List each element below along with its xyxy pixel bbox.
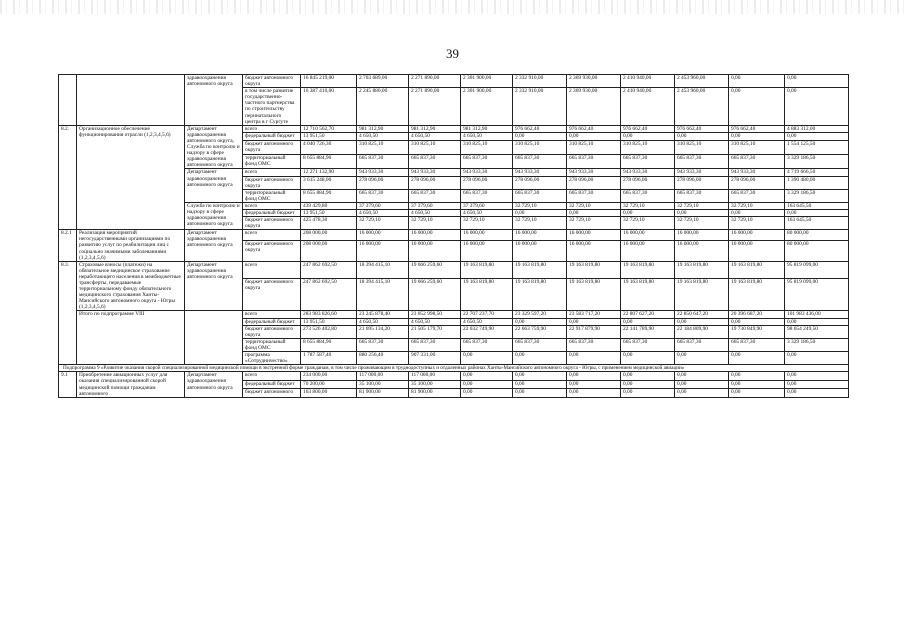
amount-cell: 163 800,00 <box>301 389 357 397</box>
row-number-cell: 8.2.1 <box>59 230 77 261</box>
amount-cell: 23 052 998,50 <box>409 311 461 318</box>
measure-name-cell <box>77 75 185 126</box>
funding-source-cell: бюджет автономного округа <box>243 141 301 155</box>
amount-cell: 0,00 <box>567 209 621 216</box>
amount-cell: 0,00 <box>785 318 849 325</box>
amount-cell: 0,00 <box>729 389 785 397</box>
amount-cell: 310 825,10 <box>729 141 785 155</box>
amount-cell: 19 163 819,80 <box>729 279 785 311</box>
amount-cell: 943 933,30 <box>357 169 409 176</box>
table-row <box>59 261 849 278</box>
amount-cell: 310 825,10 <box>409 141 461 155</box>
amount-cell: 0,00 <box>785 389 849 397</box>
amount-cell: 16 000,00 <box>729 230 785 241</box>
amount-cell: 0,00 <box>675 389 729 397</box>
table-row <box>59 75 849 88</box>
amount-cell: 665 837,30 <box>675 189 729 202</box>
amount-cell: 278 096,00 <box>621 176 675 189</box>
amount-cell: 19 163 819,80 <box>461 279 513 311</box>
amount-cell: 19 730 849,90 <box>729 325 785 338</box>
amount-cell: 22 141 789,90 <box>621 325 675 338</box>
amount-cell: 981 312,90 <box>461 125 513 133</box>
amount-cell: 4 883 312,00 <box>785 125 849 133</box>
amount-cell: 32 729,10 <box>567 202 621 209</box>
funding-source-cell: всего <box>243 261 301 278</box>
amount-cell: 4 650,50 <box>357 318 409 325</box>
amount-cell: 16 000,00 <box>729 241 785 261</box>
amount-cell: 665 837,30 <box>513 189 567 202</box>
amount-cell: 981 312,90 <box>357 125 409 133</box>
amount-cell: 0,00 <box>729 352 785 365</box>
amount-cell: 0,00 <box>513 133 567 141</box>
amount-cell: 4 650,50 <box>409 209 461 216</box>
amount-cell: 16 000,00 <box>409 241 461 261</box>
amount-cell: 976 662,40 <box>567 125 621 133</box>
amount-cell: 665 837,30 <box>461 189 513 202</box>
amount-cell: 0,00 <box>785 209 849 216</box>
amount-cell: 95 819 099,00 <box>785 261 849 278</box>
amount-cell: 4 719 666,50 <box>785 169 849 176</box>
row-number-cell <box>59 75 77 126</box>
funding-source-cell: федеральный бюджет <box>243 209 301 216</box>
amount-cell: 1 554 125,50 <box>785 141 849 155</box>
amount-cell: 16 000,00 <box>567 241 621 261</box>
amount-cell: 23 583 717,20 <box>567 311 621 318</box>
amount-cell: 13 951,50 <box>301 318 357 325</box>
amount-cell: 665 837,30 <box>675 338 729 351</box>
table-row <box>59 372 849 380</box>
funding-source-cell: всего <box>243 202 301 209</box>
amount-cell: 3 329 186,50 <box>785 338 849 351</box>
amount-cell: 2 245 880,00 <box>357 88 409 126</box>
amount-cell: 273 526 402,80 <box>301 325 357 338</box>
amount-cell: 16 000,00 <box>409 230 461 241</box>
amount-cell: 0,00 <box>621 209 675 216</box>
amount-cell: 0,00 <box>621 352 675 365</box>
amount-cell: 665 837,30 <box>621 155 675 169</box>
funding-source-cell: всего <box>243 311 301 318</box>
executor-cell <box>185 311 243 365</box>
amount-cell: 16 000,00 <box>513 230 567 241</box>
amount-cell: 19 163 819,80 <box>675 261 729 278</box>
amount-cell: 81 900,00 <box>409 389 461 397</box>
amount-cell: 665 837,30 <box>567 155 621 169</box>
amount-cell: 4 650,50 <box>461 133 513 141</box>
budget-table <box>58 74 849 398</box>
amount-cell: 278 096,00 <box>675 176 729 189</box>
amount-cell: 23 329 597,20 <box>513 311 567 318</box>
amount-cell: 32 729,10 <box>409 217 461 230</box>
amount-cell: 35 100,00 <box>357 380 409 388</box>
amount-cell: 20 396 687,20 <box>729 311 785 318</box>
amount-cell: 943 933,30 <box>513 169 567 176</box>
amount-cell: 943 933,30 <box>621 169 675 176</box>
amount-cell: 19 163 819,80 <box>567 279 621 311</box>
amount-cell: 0,00 <box>785 75 849 88</box>
amount-cell: 0,00 <box>621 318 675 325</box>
amount-cell: 439 429,80 <box>301 202 357 209</box>
executor-cell: Департамент здравоохранения автономного округа <box>185 230 243 261</box>
amount-cell: 2 410 940,00 <box>621 75 675 88</box>
amount-cell: 32 729,10 <box>621 217 675 230</box>
executor-cell: здравоохранения автономного округа <box>185 75 243 126</box>
amount-cell: 117 000,00 <box>409 372 461 380</box>
amount-cell: 0,00 <box>675 352 729 365</box>
amount-cell: 21 505 179,70 <box>409 325 461 338</box>
amount-cell: 16 000,00 <box>567 230 621 241</box>
amount-cell: 2 271 890,00 <box>409 88 461 126</box>
amount-cell: 22 184 809,90 <box>675 325 729 338</box>
funding-source-cell: всего <box>243 169 301 176</box>
amount-cell: 8 655 884,90 <box>301 155 357 169</box>
amount-cell: 2 703 689,00 <box>357 75 409 88</box>
executor-cell: Департамент здравоохранения автономного округа <box>185 169 243 202</box>
scan-noise <box>0 0 905 14</box>
amount-cell: 18 394 415,10 <box>357 279 409 311</box>
funding-source-cell: федеральный бюджет <box>243 133 301 141</box>
amount-cell: 976 662,40 <box>513 125 567 133</box>
amount-cell: 310 825,10 <box>621 141 675 155</box>
amount-cell: 16 000,00 <box>357 241 409 261</box>
amount-cell: 0,00 <box>461 389 513 397</box>
amount-cell: 13 951,50 <box>301 209 357 216</box>
amount-cell: 22 850 647,20 <box>675 311 729 318</box>
subprogram-title: Подпрограмма 9 «Развитие оказания скорой специализированной медицинской помощи в экстренной форме гражданам, в том числе проживающим в труднодоступных и отдаленных районах Ханты-Мансийского автономного округа - Югры, с применением медицинской авиации» <box>59 365 849 372</box>
amount-cell: 32 729,10 <box>621 202 675 209</box>
amount-cell: 2 369 930,00 <box>567 88 621 126</box>
amount-cell: 310 825,10 <box>461 141 513 155</box>
measure-name-cell: Итого по подпрограмме VIII <box>77 311 185 365</box>
page-number: 39 <box>446 46 459 61</box>
amount-cell: 278 096,00 <box>461 176 513 189</box>
amount-cell: 665 837,30 <box>461 155 513 169</box>
amount-cell: 310 825,10 <box>357 141 409 155</box>
amount-cell: 16 000,00 <box>675 241 729 261</box>
amount-cell: 35 100,00 <box>409 380 461 388</box>
amount-cell: 19 163 819,80 <box>513 279 567 311</box>
amount-cell: 98 654 249,50 <box>785 325 849 338</box>
amount-cell: 19 163 819,80 <box>461 261 513 278</box>
amount-cell: 0,00 <box>729 380 785 388</box>
amount-cell: 0,00 <box>785 372 849 380</box>
amount-cell: 2 453 960,00 <box>675 75 729 88</box>
amount-cell: 1 390 480,00 <box>785 176 849 189</box>
measure-name-cell: Реализация мероприятий негосударственными организациями по развитию услуг по реабилитации лиц с социально значимыми заболеваниями (1,2,3,4,5,6) <box>77 230 185 261</box>
amount-cell: 310 825,10 <box>675 141 729 155</box>
amount-cell: 943 933,30 <box>729 169 785 176</box>
amount-cell: 0,00 <box>675 372 729 380</box>
amount-cell: 0,00 <box>675 209 729 216</box>
amount-cell: 80 000,00 <box>785 230 849 241</box>
amount-cell: 0,00 <box>513 209 567 216</box>
amount-cell: 0,00 <box>621 372 675 380</box>
amount-cell: 19 163 819,80 <box>513 261 567 278</box>
amount-cell: 0,00 <box>621 389 675 397</box>
funding-source-cell: бюджет автономного округа <box>243 279 301 311</box>
funding-source-cell: федеральный бюджет <box>243 380 301 388</box>
amount-cell: 3 329 186,50 <box>785 189 849 202</box>
funding-source-cell: бюджет автономного округа <box>243 176 301 189</box>
amount-cell: 32 729,10 <box>357 217 409 230</box>
amount-cell: 0,00 <box>675 133 729 141</box>
amount-cell: 32 729,10 <box>513 202 567 209</box>
amount-cell: 16 845 219,00 <box>301 75 357 88</box>
amount-cell: 234 000,00 <box>301 372 357 380</box>
executor-cell: Служба по контролю и надзору в сфере здравоохранения автономного округа <box>185 202 243 229</box>
amount-cell: 8 655 884,90 <box>301 189 357 202</box>
amount-cell: 0,00 <box>729 372 785 380</box>
amount-cell: 880 256,40 <box>357 352 409 365</box>
amount-cell: 0,00 <box>567 133 621 141</box>
amount-cell: 70 200,00 <box>301 380 357 388</box>
amount-cell: 0,00 <box>567 318 621 325</box>
amount-cell: 278 096,00 <box>357 176 409 189</box>
amount-cell: 665 837,30 <box>357 338 409 351</box>
amount-cell: 0,00 <box>729 318 785 325</box>
table-row <box>59 125 849 133</box>
amount-cell: 37 379,60 <box>357 202 409 209</box>
amount-cell: 0,00 <box>729 209 785 216</box>
amount-cell: 665 837,30 <box>729 155 785 169</box>
amount-cell: 0,00 <box>461 352 513 365</box>
amount-cell: 23 245 878,40 <box>357 311 409 318</box>
amount-cell: 0,00 <box>567 389 621 397</box>
amount-cell: 2 410 940,00 <box>621 88 675 126</box>
subprogram-header-row <box>59 365 849 372</box>
amount-cell: 0,00 <box>621 133 675 141</box>
amount-cell: 2 332 910,00 <box>513 88 567 126</box>
amount-cell: 4 040 726,30 <box>301 141 357 155</box>
executor-cell: Департамент здравоохранения автономного округа <box>185 372 243 397</box>
amount-cell: 19 163 819,80 <box>675 279 729 311</box>
amount-cell: 16 387 410,00 <box>301 88 357 126</box>
amount-cell: 976 662,40 <box>729 125 785 133</box>
amount-cell: 208 000,00 <box>301 241 357 261</box>
funding-source-cell: всего <box>243 125 301 133</box>
funding-source-cell: территориальный фонд ОМС <box>243 338 301 351</box>
amount-cell: 278 096,00 <box>409 176 461 189</box>
amount-cell: 665 837,30 <box>729 338 785 351</box>
amount-cell: 0,00 <box>675 380 729 388</box>
amount-cell: 943 933,30 <box>675 169 729 176</box>
amount-cell: 665 837,30 <box>409 338 461 351</box>
amount-cell: 4 650,50 <box>357 133 409 141</box>
amount-cell: 22 707 237,70 <box>461 311 513 318</box>
amount-cell: 4 650,50 <box>461 318 513 325</box>
amount-cell: 80 000,00 <box>785 241 849 261</box>
amount-cell: 0,00 <box>567 352 621 365</box>
amount-cell: 0,00 <box>785 88 849 126</box>
amount-cell: 2 332 910,00 <box>513 75 567 88</box>
amount-cell: 665 837,30 <box>567 338 621 351</box>
amount-cell: 19 163 819,80 <box>729 261 785 278</box>
amount-cell: 3 329 186,50 <box>785 155 849 169</box>
amount-cell: 32 729,10 <box>729 202 785 209</box>
amount-cell: 16 000,00 <box>357 230 409 241</box>
funding-source-cell: в том числе развитие государственно-частного партнерства по строительству перинатального центра в г Сургуте <box>243 88 301 126</box>
amount-cell: 32 729,10 <box>567 217 621 230</box>
amount-cell: 665 837,30 <box>621 338 675 351</box>
amount-cell: 21 695 134,20 <box>357 325 409 338</box>
measure-name-cell: Приобретение авиационных услуг для оказания специализированной скорой медицинской помощи гражданам автономного <box>77 372 185 397</box>
funding-source-cell: бюджет автономного округа <box>243 241 301 261</box>
funding-source-cell: бюджет автономного округа <box>243 325 301 338</box>
measure-name-cell: Организационное обеспечение функционирования отрасли (1,2,3,4,5,6) <box>77 125 185 230</box>
amount-cell: 247 862 692,50 <box>301 279 357 311</box>
table-row <box>59 230 849 241</box>
amount-cell: 2 369 930,00 <box>567 75 621 88</box>
funding-source-cell: всего <box>243 372 301 380</box>
amount-cell: 32 729,10 <box>675 217 729 230</box>
amount-cell: 665 837,30 <box>461 338 513 351</box>
amount-cell: 8 655 884,90 <box>301 338 357 351</box>
amount-cell: 0,00 <box>567 372 621 380</box>
funding-source-cell: всего <box>243 230 301 241</box>
amount-cell: 16 000,00 <box>461 230 513 241</box>
amount-cell: 665 837,30 <box>357 189 409 202</box>
amount-cell: 976 662,40 <box>675 125 729 133</box>
amount-cell: 0,00 <box>567 380 621 388</box>
table-row <box>59 311 849 318</box>
amount-cell: 0,00 <box>513 318 567 325</box>
amount-cell: 163 645,50 <box>785 217 849 230</box>
amount-cell: 22 807 627,20 <box>621 311 675 318</box>
row-number-cell: 9.1 <box>59 372 77 397</box>
row-number-cell: 8.2. <box>59 125 77 230</box>
amount-cell: 4 650,50 <box>357 209 409 216</box>
executor-cell: Департамент здравоохранения автономного округа <box>185 261 243 311</box>
amount-cell: 101 983 436,00 <box>785 311 849 318</box>
amount-cell: 665 837,30 <box>675 155 729 169</box>
amount-cell: 0,00 <box>675 318 729 325</box>
amount-cell: 32 729,10 <box>461 217 513 230</box>
amount-cell: 32 729,10 <box>513 217 567 230</box>
amount-cell: 665 837,30 <box>513 338 567 351</box>
amount-cell: 943 933,30 <box>409 169 461 176</box>
amount-cell: 0,00 <box>785 380 849 388</box>
amount-cell: 19 666 259,60 <box>409 261 461 278</box>
amount-cell: 0,00 <box>513 352 567 365</box>
amount-cell: 16 000,00 <box>461 241 513 261</box>
amount-cell: 0,00 <box>785 352 849 365</box>
amount-cell: 19 666 259,60 <box>409 279 461 311</box>
amount-cell: 2 453 960,00 <box>675 88 729 126</box>
amount-cell: 976 662,40 <box>621 125 675 133</box>
amount-cell: 22 917 879,90 <box>567 325 621 338</box>
amount-cell: 0,00 <box>461 372 513 380</box>
amount-cell: 665 837,30 <box>513 155 567 169</box>
funding-source-cell: бюджет автономного округа <box>243 75 301 88</box>
funding-source-cell: программа «Сотрудничество» <box>243 352 301 365</box>
amount-cell: 283 983 826,60 <box>301 311 357 318</box>
amount-cell: 0,00 <box>729 88 785 126</box>
amount-cell: 19 163 819,80 <box>621 279 675 311</box>
amount-cell: 2 271 890,00 <box>409 75 461 88</box>
amount-cell: 12 710 562,70 <box>301 125 357 133</box>
amount-cell: 16 000,00 <box>621 241 675 261</box>
amount-cell: 1 787 587,40 <box>301 352 357 365</box>
amount-cell: 943 933,30 <box>567 169 621 176</box>
funding-source-cell: бюджет автономного <box>243 389 301 397</box>
amount-cell: 32 729,10 <box>729 217 785 230</box>
funding-source-cell: территориальный фонд ОМС <box>243 155 301 169</box>
amount-cell: 665 837,30 <box>567 189 621 202</box>
amount-cell: 0,00 <box>729 75 785 88</box>
amount-cell: 16 000,00 <box>621 230 675 241</box>
amount-cell: 0,00 <box>785 133 849 141</box>
amount-cell: 12 271 132,90 <box>301 169 357 176</box>
amount-cell: 4 650,50 <box>409 318 461 325</box>
funding-source-cell: федеральный бюджет <box>243 318 301 325</box>
amount-cell: 0,00 <box>513 389 567 397</box>
amount-cell: 81 900,00 <box>357 389 409 397</box>
amount-cell: 0,00 <box>729 133 785 141</box>
amount-cell: 0,00 <box>461 380 513 388</box>
amount-cell: 310 825,10 <box>513 141 567 155</box>
amount-cell: 117 000,00 <box>357 372 409 380</box>
amount-cell: 37 379,60 <box>461 202 513 209</box>
amount-cell: 665 837,30 <box>357 155 409 169</box>
amount-cell: 18 394 415,10 <box>357 261 409 278</box>
row-number-cell: 8.3. <box>59 261 77 365</box>
amount-cell: 163 645,50 <box>785 202 849 209</box>
amount-cell: 278 096,00 <box>513 176 567 189</box>
amount-cell: 19 163 819,80 <box>621 261 675 278</box>
amount-cell: 37 379,60 <box>409 202 461 209</box>
amount-cell: 310 825,10 <box>567 141 621 155</box>
amount-cell: 4 650,50 <box>461 209 513 216</box>
amount-cell: 16 000,00 <box>513 241 567 261</box>
amount-cell: 278 096,00 <box>567 176 621 189</box>
amount-cell: 32 729,10 <box>675 202 729 209</box>
funding-source-cell: территориальный фонд ОМС <box>243 189 301 202</box>
amount-cell: 22 032 749,90 <box>461 325 513 338</box>
amount-cell: 19 163 819,80 <box>567 261 621 278</box>
amount-cell: 4 650,50 <box>409 133 461 141</box>
amount-cell: 425 478,30 <box>301 217 357 230</box>
amount-cell: 665 837,30 <box>729 189 785 202</box>
amount-cell: 0,00 <box>513 372 567 380</box>
amount-cell: 208 000,00 <box>301 230 357 241</box>
amount-cell: 2 301 900,00 <box>461 88 513 126</box>
amount-cell: 907 331,00 <box>409 352 461 365</box>
amount-cell: 943 933,30 <box>461 169 513 176</box>
amount-cell: 247 862 692,50 <box>301 261 357 278</box>
amount-cell: 95 819 099,00 <box>785 279 849 311</box>
amount-cell: 665 837,30 <box>409 189 461 202</box>
amount-cell: 16 000,00 <box>675 230 729 241</box>
executor-cell: Департамент здравоохранения автономного округа, Служба по контролю и надзору в сфере здравоохранения автономного округа <box>185 125 243 169</box>
amount-cell: 13 951,50 <box>301 133 357 141</box>
amount-cell: 0,00 <box>621 380 675 388</box>
amount-cell: 665 837,30 <box>621 189 675 202</box>
amount-cell: 3 615 248,00 <box>301 176 357 189</box>
amount-cell: 665 837,30 <box>409 155 461 169</box>
measure-name-cell: Страховые взносы (платежи) на обязательное медицинское страхование неработающего населения в межбюджетные трансферты, передаваемые территориальному фонду обязательного медицинского страхования Ханты-Мансийского автономного округа - Югры (1,2,3,4,5,6) <box>77 261 185 311</box>
funding-source-cell: бюджет автономного округа <box>243 217 301 230</box>
amount-cell: 2 301 900,00 <box>461 75 513 88</box>
amount-cell: 278 096,00 <box>729 176 785 189</box>
amount-cell: 0,00 <box>513 380 567 388</box>
amount-cell: 22 663 759,90 <box>513 325 567 338</box>
amount-cell: 981 312,90 <box>409 125 461 133</box>
